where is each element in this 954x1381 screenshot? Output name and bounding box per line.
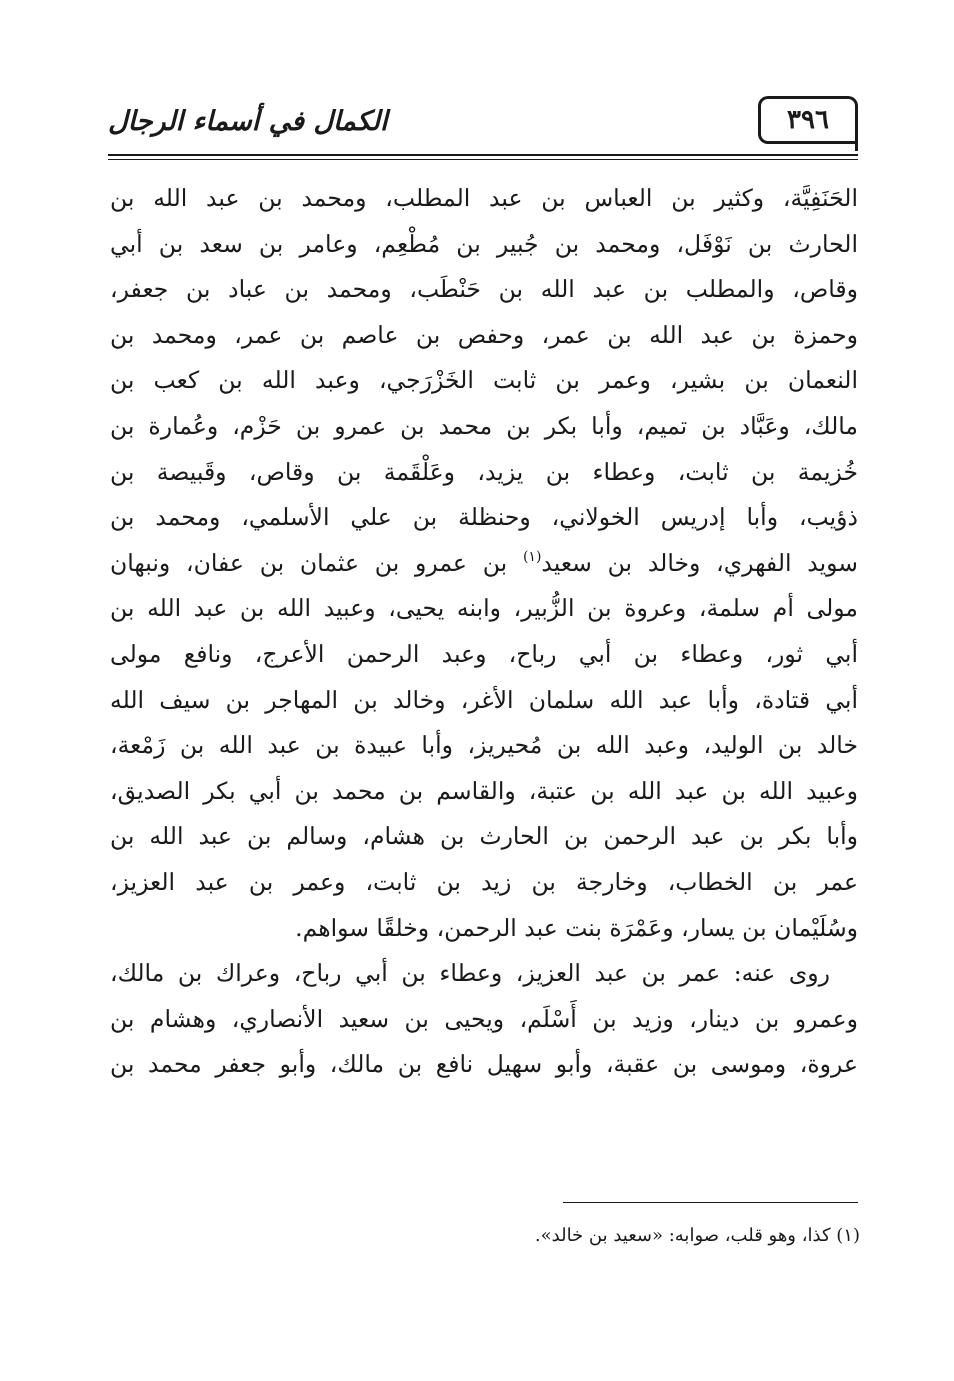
text-line: خالد بن الوليد، وعبد الله بن مُحيريز، وأبا عبيدة بن عبد الله بن زَمْعة، [110, 731, 858, 760]
text-line: وقاص، والمطلب بن عبد الله بن حَنْطَب، ومحمد بن عباد بن جعفر، [110, 275, 858, 304]
text-line: أبي ثور، وعطاء بن أبي رباح، وعبد الرحمن الأعرج، ونافع مولى [110, 639, 858, 668]
text-line: مولى أم سلمة، وعروة بن الزُّبير، وابنه يحيى، وعبيد الله بن عبد الله بن [110, 594, 858, 623]
text-line: عمر بن الخطاب، وخارجة بن زيد بن ثابت، وعمر بن عبد العزيز، [110, 867, 858, 896]
page-header [108, 96, 858, 152]
body-text [110, 176, 858, 1088]
text-line-paragraph-start: روى عنه: عمر بن عبد العزيز، وعطاء بن أبي رباح، وعراك بن مالك، [110, 959, 830, 988]
text-fragment: بن عمرو بن عثمان بن عفان، ونبهان [110, 548, 523, 577]
text-line: أبي قتادة، وأبا عبد الله سلمان الأغر، وخالد بن المهاجر بن سيف الله [110, 685, 858, 714]
text-line: النعمان بن بشير، وعمر بن ثابت الخَزْرَجي، وعبد الله بن كعب بن [110, 366, 858, 395]
text-line: ذؤيب، وأبا إدريس الخولاني، وحنظلة بن علي الأسلمي، ومحمد بن [110, 503, 858, 532]
header-rule-thin [108, 159, 858, 160]
text-line: الحارث بن نَوْفَل، ومحمد بن جُبير بن مُطْعِم، وعامر بن سعد بن أبي [110, 229, 858, 258]
text-line: مالك، وعَبَّاد بن تميم، وأبا بكر بن محمد بن عمرو بن حَزْم، وعُمارة بن [110, 411, 858, 440]
text-line-paragraph-end: وسُلَيْمان بن يسار، وعَمْرَة بنت عبد الرحمن، وخلقًا سواهم. [295, 913, 858, 942]
text-line: عروة، وموسى بن عقبة، وأبو سهيل نافع بن مالك، وأبو جعفر محمد بن [110, 1050, 858, 1079]
text-line: خُزيمة بن ثابت، وعطاء بن يزيد، وعَلْقَمة بن وقاص، وقَبيصة بن [110, 457, 858, 486]
page-number: ٣٩٦ [758, 96, 858, 144]
footnote-divider [563, 1202, 858, 1203]
text-line: وحمزة بن عبد الله بن عمر، وحفص بن عاصم بن عمر، ومحمد بن [110, 320, 858, 349]
text-line: وعبيد الله بن عبد الله بن عتبة، والقاسم بن محمد بن أبي بكر الصديق، [110, 776, 858, 805]
header-rule [108, 154, 858, 156]
text-line: الحَنَفِيَّة، وكثير بن العباس بن عبد المطلب، ومحمد بن عبد الله بن [110, 184, 858, 212]
book-title: الكمال في أسماء الرجال [108, 105, 388, 137]
text-line: وعمرو بن دينار، وزيد بن أَسْلَم، ويحيى بن سعيد الأنصاري، وهشام بن [110, 1004, 858, 1033]
footnote: (١) كذا، وهو قلب، صوابه: «سعيد بن خالد». [534, 1225, 860, 1246]
text-line: وأبا بكر بن عبد الرحمن بن الحارث بن هشام، وسالم بن عبد الله بن [110, 822, 858, 851]
footnote-marker[interactable]: (١) [522, 548, 542, 565]
text-fragment: سويد الفهري، وخالد بن سعيد [541, 548, 858, 577]
text-line-with-footnote [110, 541, 858, 587]
